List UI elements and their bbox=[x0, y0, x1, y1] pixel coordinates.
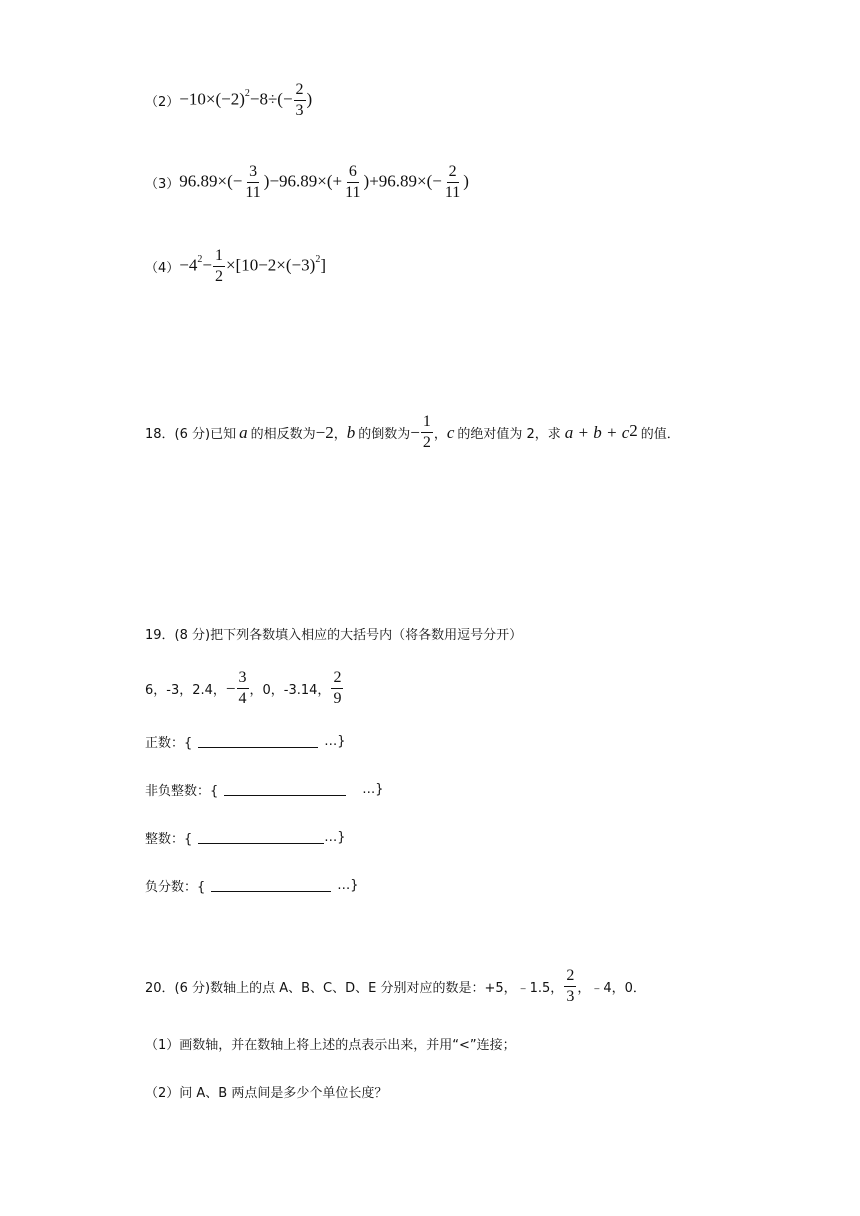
problem-2 bbox=[145, 82, 312, 119]
problem-4-expression: $-4^2-$ $\frac{1}{2}$ $\times[10-2\times(-3)^2]$ bbox=[179, 247, 326, 285]
non-negative-integers-row: 非负整数：{ …} bbox=[145, 782, 384, 799]
fraction: $\frac{2}{3}$ bbox=[295, 81, 304, 119]
answer-blank[interactable] bbox=[211, 890, 331, 892]
problem-3 bbox=[145, 164, 469, 201]
question-19-numbers: 6，-3，2.4， − $\frac{3}{4}$ ，0，-3.14， $\frac{2}{9}$ bbox=[145, 669, 342, 707]
fraction: $\frac{3}{11}$ bbox=[245, 163, 261, 201]
integers-row: 整数：{ …} bbox=[145, 830, 346, 847]
problem-2-label: （2） bbox=[145, 95, 180, 110]
fraction: $\frac{1}{2}$ bbox=[214, 247, 223, 285]
fraction: $\frac{2}{11}$ bbox=[444, 163, 461, 201]
question-19-heading: 19．(8 分)把下列各数填入相应的大括号内（将各数用逗号分开） bbox=[145, 628, 523, 643]
fraction: $\frac{1}{2}$ bbox=[422, 413, 431, 451]
fraction: $\frac{3}{4}$ bbox=[238, 669, 247, 707]
problem-4-label: （4） bbox=[145, 261, 180, 276]
problem-2-expression: $-10\times(-2)^2-8\div(-$ $\frac{2}{3}$ ) bbox=[179, 81, 313, 119]
question-18: 18．(6 分)已知 a 的相反数为 −2 ， b 的倒数为 − $\frac{1}{2}$ ， c 的绝对值为 2，求 a + b + c $^2$ 的值． bbox=[145, 413, 680, 451]
answer-blank[interactable] bbox=[198, 842, 324, 844]
answer-blank[interactable] bbox=[198, 746, 318, 748]
answer-blank[interactable] bbox=[224, 794, 346, 796]
problem-3-label: （3） bbox=[145, 177, 180, 192]
problem-3-expression: 96.89×(− $\frac{3}{11}$ )−96.89×(+ $\frac{6}{11}$ )+96.89×(− $\frac{2}{11}$ ) bbox=[179, 163, 469, 201]
positive-numbers-row: 正数：{ …} bbox=[145, 734, 346, 751]
fraction: $\frac{2}{9}$ bbox=[333, 669, 342, 707]
problem-4 bbox=[145, 248, 326, 285]
question-20-part-1: （1）画数轴，并在数轴上将上述的点表示出来，并用“<”连接； bbox=[145, 1038, 516, 1053]
negative-fractions-row: 负分数：{ …} bbox=[145, 878, 359, 895]
question-20-part-2: （2）问 A、B 两点间是多少个单位长度？ bbox=[145, 1086, 388, 1101]
question-20-heading: 20．(6 分)数轴上的点 A、B、C、D、E 分别对应的数是：+5，﹣1.5， $\frac{2}{3}$ ，﹣4，0． bbox=[145, 967, 646, 1005]
fraction: $\frac{6}{11}$ bbox=[345, 163, 361, 201]
fraction: $\frac{2}{3}$ bbox=[566, 967, 575, 1005]
